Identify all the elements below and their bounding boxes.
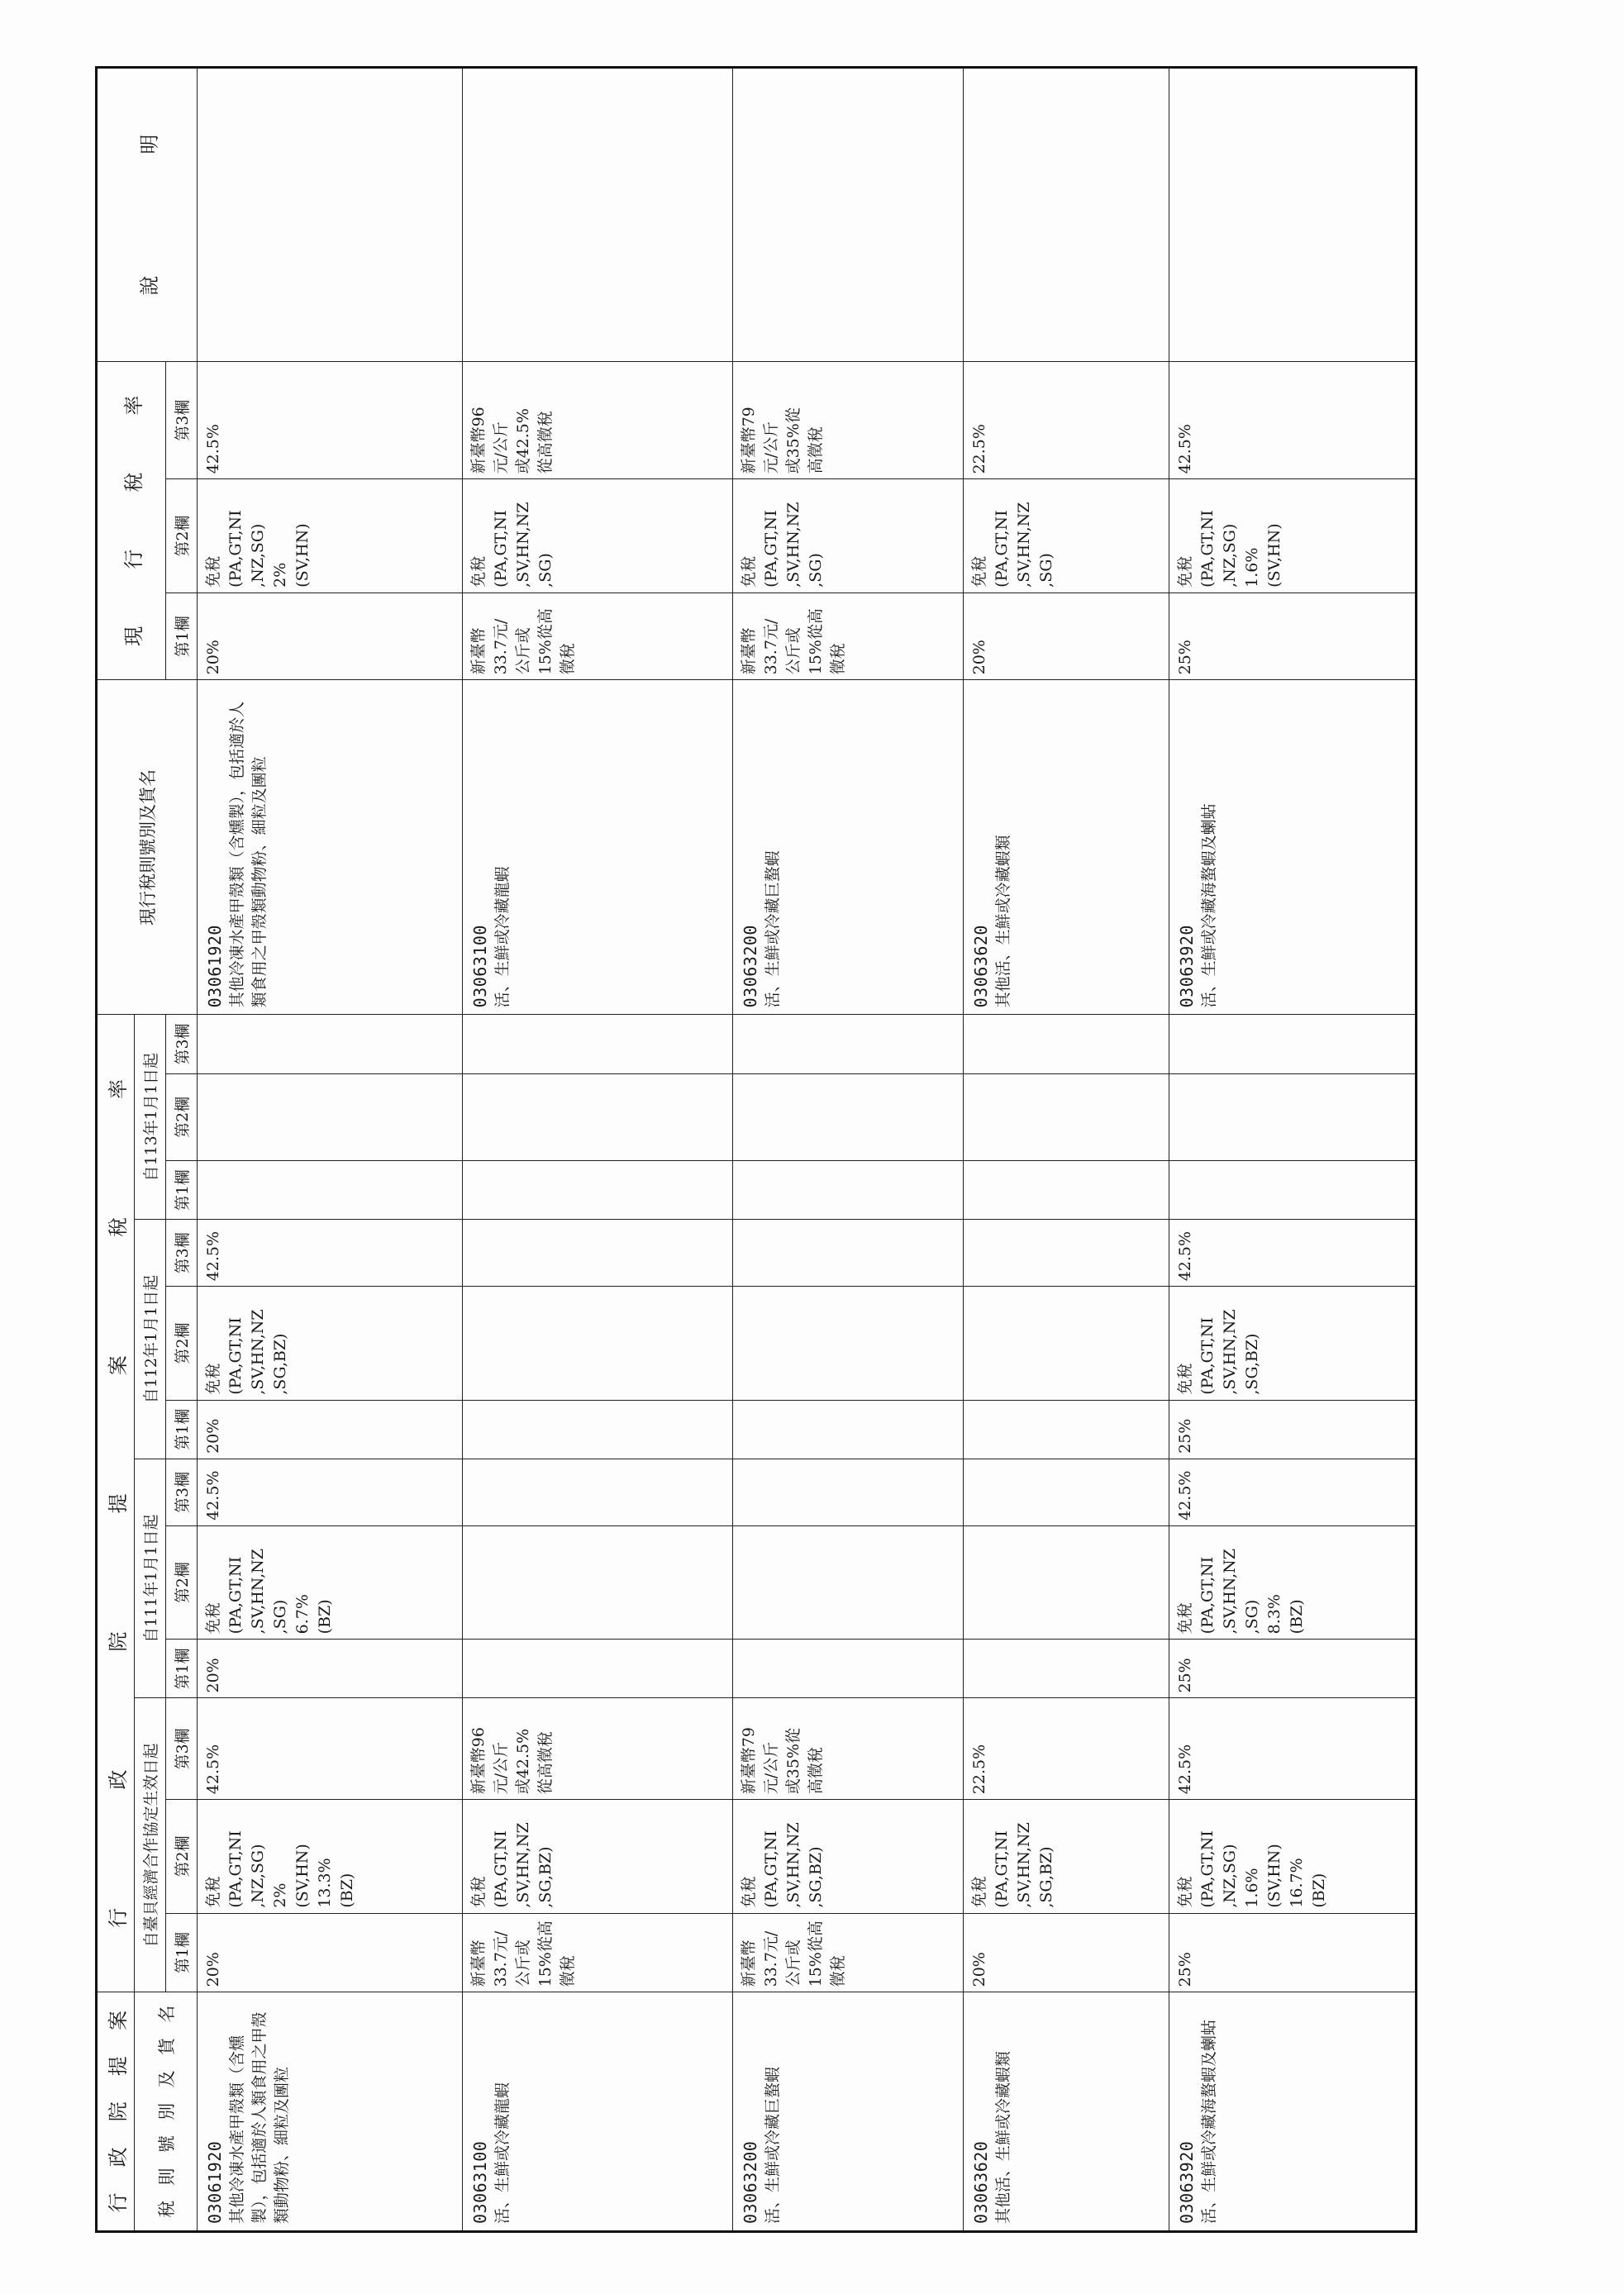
header-char: 行	[106, 2192, 130, 2213]
proposal-item-cell	[964, 1992, 1169, 2232]
rate-cell-p3-col1	[198, 1161, 463, 1220]
proposal-item-header-top	[97, 1992, 135, 2232]
proposal-item-cell	[463, 1992, 733, 2232]
current-goods-description: 活、生鮮或冷藏龍蝦	[493, 866, 512, 1008]
rate-cell-p0-col1	[732, 1913, 963, 1992]
rate-cell-p1-col1	[463, 1640, 733, 1698]
rate-cell-p3-col3-text	[463, 1015, 473, 1073]
rate-cell-p2-col2-text	[463, 1287, 473, 1399]
current-rate-col1-text: 25%	[1175, 640, 1194, 675]
header-char: 院	[106, 2101, 130, 2122]
goods-description: 活、生鮮或冷藏巨螯蝦	[763, 2066, 782, 2224]
current-rate-col2	[1169, 479, 1416, 593]
rate-cell-p2-col1	[732, 1400, 963, 1459]
rate-cell-p2-col2	[732, 1287, 963, 1400]
rate-cell-p1-col3-text	[964, 1459, 974, 1525]
col-header: 第2欄	[166, 1073, 198, 1161]
current-rate-col1	[198, 593, 463, 680]
header-char: 名	[156, 2005, 177, 2023]
proposal-item	[733, 1992, 791, 2230]
table-row	[198, 68, 463, 2232]
rate-cell-p0-col1	[198, 1913, 463, 1992]
rate-cell-p0-col2	[198, 1800, 463, 1913]
current-rate-col3	[463, 362, 733, 479]
rate-cell-p3-col1-text	[733, 1161, 743, 1219]
rate-cell-p2-col2	[463, 1287, 733, 1400]
current-rate-col3-text: 新臺幣79 元/公斤 或35%從 高徵稅	[739, 407, 825, 474]
current-rate-col2	[463, 479, 733, 593]
goods-description: 其他冷凍水產甲殼類（含燻製），包括適於人類食用之甲殼類動物粉、細粒及團粒	[228, 2011, 291, 2224]
current-tariff-code: 03063200	[740, 925, 760, 1008]
rate-cell-p3-col1	[1169, 1161, 1416, 1220]
rate-cell-p2-col1-text	[733, 1401, 743, 1459]
rate-cell-p3-col3	[463, 1015, 733, 1073]
rate-cell-p1-col2	[463, 1525, 733, 1639]
col-header: 第1欄	[166, 593, 198, 680]
rate-cell-p3-col1-text	[964, 1161, 974, 1219]
col-header: 第2欄	[166, 479, 198, 593]
note-cell	[198, 68, 463, 362]
rate-cell-p1-col2-text	[964, 1526, 974, 1639]
table-row	[964, 68, 1169, 2232]
tariff-code: 03063200	[740, 2140, 760, 2224]
rate-cell-p3-col2	[198, 1073, 463, 1161]
rate-cell-p1-col3	[1169, 1459, 1416, 1525]
current-rate-col1	[463, 593, 733, 680]
current-rate-col2	[964, 479, 1169, 593]
col-header: 第3欄	[166, 1015, 198, 1073]
current-item-cell	[964, 680, 1169, 1015]
goods-description: 活、生鮮或冷藏龍蝦	[493, 2082, 512, 2224]
rate-cell-p0-col1	[1169, 1913, 1416, 1992]
header-char: 案	[106, 1355, 130, 1376]
rate-cell-p0-col1-text: 新臺幣 33.7元/ 公斤或 15%從高 徵稅	[739, 1920, 847, 1987]
note-cell	[463, 68, 733, 362]
rate-cell-p1-col2-text: 免稅 (PA,GT,NI ,SV,HN,NZ ,SG) 6.7% (BZ)	[204, 1548, 334, 1635]
rate-cell-p2-col2	[964, 1287, 1169, 1400]
rate-cell-p1-col1-text: 25%	[1175, 1658, 1194, 1693]
rate-cell-p1-col2	[964, 1525, 1169, 1639]
current-rate-col2-text: 免稅 (PA,GT,NI ,SV,HN,NZ ,SG)	[970, 502, 1056, 588]
current-rate-col2	[732, 479, 963, 593]
rate-cell-p3-col1-text	[463, 1161, 473, 1219]
header-row-1	[97, 68, 135, 2232]
rate-cell-p3-col2-text	[964, 1074, 974, 1161]
header-row-3	[166, 68, 198, 2232]
rate-cell-p2-col2-text: 免稅 (PA,GT,NI ,SV,HN,NZ ,SG,BZ)	[1175, 1309, 1261, 1395]
tariff-table	[95, 66, 1417, 2233]
rate-cell-p1-col2	[198, 1525, 463, 1639]
rate-cell-p0-col2-text: 免稅 (PA,GT,NI ,SV,HN,NZ ,SG,BZ)	[739, 1822, 825, 1908]
rate-cell-p0-col1-text: 25%	[1175, 1952, 1194, 1987]
rate-cell-p0-col1-text: 20%	[970, 1952, 989, 1987]
rate-cell-p1-col1	[1169, 1640, 1416, 1698]
header-char: 別	[156, 2102, 177, 2120]
rate-cell-p1-col1	[198, 1640, 463, 1698]
proposal-item-cell	[198, 1992, 463, 2232]
header-char: 稅	[156, 2200, 177, 2218]
proposal-item-header-bottom	[135, 1992, 198, 2232]
rate-cell-p2-col3-text: 42.5%	[204, 1230, 222, 1282]
rate-cell-p3-col3-text	[964, 1015, 974, 1073]
rate-cell-p1-col1-text: 20%	[204, 1658, 222, 1693]
rate-cell-p2-col3	[732, 1220, 963, 1287]
tariff-code: 03063920	[1176, 2140, 1197, 2224]
rate-cell-p1-col1-text	[463, 1640, 473, 1697]
header-char: 現	[121, 626, 145, 646]
header-char: 行	[106, 1907, 130, 1928]
rate-cell-p3-col2	[732, 1073, 963, 1161]
proposal-item	[463, 1992, 521, 2230]
current-rate-col3-text: 新臺幣96 元/公斤 或42.5% 從高徵稅	[469, 407, 555, 474]
current-rate-col3	[964, 362, 1169, 479]
rate-cell-p1-col1-text	[964, 1640, 974, 1697]
col-header: 第2欄	[166, 1287, 198, 1400]
current-rate-header	[97, 362, 166, 680]
current-item-header-text: 現行稅則號別及貨名	[138, 769, 158, 926]
rate-cell-p1-col1	[964, 1640, 1169, 1698]
rate-cell-p0-col3-text: 22.5%	[970, 1744, 989, 1795]
rate-cell-p3-col2-text	[733, 1074, 743, 1161]
rate-cell-p0-col3	[964, 1698, 1169, 1800]
header-char: 行	[121, 549, 145, 569]
rate-cell-p1-col3	[732, 1459, 963, 1525]
col-header: 第2欄	[166, 1525, 198, 1639]
rate-cell-p1-col3	[198, 1459, 463, 1525]
current-tariff-code: 03063620	[971, 925, 992, 1008]
note-header	[97, 68, 198, 362]
rate-cell-p0-col3	[732, 1698, 963, 1800]
header-char: 則	[156, 2168, 177, 2186]
rate-cell-p1-col3-text	[733, 1459, 743, 1525]
current-rate-col1-text: 20%	[204, 640, 222, 675]
rate-cell-p2-col1-text	[964, 1401, 974, 1459]
current-item-header	[97, 680, 198, 1015]
rate-cell-p1-col2	[1169, 1525, 1416, 1639]
rate-cell-p3-col1	[964, 1161, 1169, 1220]
current-rate-col2-text: 免稅 (PA,GT,NI ,SV,HN,NZ ,SG)	[469, 502, 555, 588]
current-item-cell	[732, 680, 963, 1015]
rate-cell-p2-col2	[198, 1287, 463, 1400]
current-item	[463, 680, 521, 1014]
goods-description: 其他活、生鮮或冷藏蝦類	[994, 2050, 1013, 2224]
note-cell	[732, 68, 963, 362]
col-header: 第1欄	[166, 1400, 198, 1459]
rate-cell-p2-col1	[1169, 1400, 1416, 1459]
rate-cell-p0-col3-text: 新臺幣79 元/公斤 或35%從 高徵稅	[739, 1727, 825, 1795]
header-char: 率	[121, 395, 145, 416]
rate-cell-p0-col3	[1169, 1698, 1416, 1800]
current-tariff-code: 03063920	[1176, 925, 1197, 1008]
col-header: 第1欄	[166, 1913, 198, 1992]
rate-cell-p3-col2	[463, 1073, 733, 1161]
rate-cell-p1-col2-text: 免稅 (PA,GT,NI ,SV,HN,NZ ,SG) 8.3% (BZ)	[1175, 1548, 1306, 1635]
table-row	[732, 68, 963, 2232]
rate-cell-p2-col1-text: 20%	[204, 1418, 222, 1454]
header-char: 政	[106, 1769, 130, 1790]
rate-cell-p2-col1	[198, 1400, 463, 1459]
rate-cell-p2-col3	[964, 1220, 1169, 1287]
header-char: 院	[106, 1631, 130, 1652]
tariff-code: 03063100	[470, 2140, 491, 2224]
rate-cell-p2-col1	[964, 1400, 1169, 1459]
rate-cell-p0-col1	[463, 1913, 733, 1992]
current-goods-description: 活、生鮮或冷藏巨螯蝦	[763, 850, 782, 1008]
rate-cell-p2-col3	[463, 1220, 733, 1287]
current-item	[198, 680, 278, 1014]
col-header: 第1欄	[166, 1161, 198, 1220]
rate-cell-p0-col2-text: 免稅 (PA,GT,NI ,NZ,SG) 1.6% (SV,HN) 16.7% (BZ)	[1175, 1830, 1328, 1908]
rate-cell-p3-col1	[732, 1161, 963, 1220]
rate-cell-p2-col3	[198, 1220, 463, 1287]
header-char: 率	[106, 1078, 130, 1099]
current-rate-col1	[732, 593, 963, 680]
current-rate-col2	[198, 479, 463, 593]
current-rate-col1	[1169, 593, 1416, 680]
header-char: 政	[106, 2147, 130, 2168]
proposal-item	[198, 1992, 300, 2230]
current-item	[733, 680, 791, 1014]
current-item-cell	[1169, 680, 1416, 1015]
current-rate-col3-text: 42.5%	[204, 424, 222, 474]
current-rate-col3-text: 42.5%	[1175, 424, 1194, 474]
tariff-table-sheet	[95, 66, 1417, 2233]
col-header: 第3欄	[166, 1220, 198, 1287]
rate-cell-p3-col3	[1169, 1015, 1416, 1073]
rate-cell-p0-col2-text: 免稅 (PA,GT,NI ,SV,HN,NZ ,SG,BZ)	[469, 1822, 555, 1908]
col-header: 第3欄	[166, 362, 198, 479]
rate-cell-p2-col1-text: 25%	[1175, 1418, 1194, 1454]
rate-cell-p0-col3-text: 42.5%	[1175, 1744, 1194, 1795]
current-rate-col1-text: 新臺幣 33.7元/ 公斤或 15%從高 徵稅	[739, 608, 847, 675]
header-char: 提	[106, 2056, 130, 2077]
rate-cell-p1-col1	[732, 1640, 963, 1698]
rate-cell-p1-col3-text	[463, 1459, 473, 1525]
header-char: 說	[137, 275, 161, 296]
current-rate-col2-text: 免稅 (PA,GT,NI ,NZ,SG) 1.6% (SV,HN)	[1175, 510, 1283, 588]
current-rate-col3-text: 22.5%	[970, 424, 989, 474]
rate-cell-p1-col3	[463, 1459, 733, 1525]
rate-cell-p3-col3	[964, 1015, 1169, 1073]
header-char: 稅	[106, 1217, 130, 1238]
rate-cell-p1-col2-text	[733, 1526, 743, 1639]
header-char: 明	[137, 134, 161, 155]
rate-cell-p3-col2	[964, 1073, 1169, 1161]
proposal-rate-header	[97, 1015, 135, 1992]
header-char: 貨	[156, 2037, 177, 2055]
current-item-cell	[463, 680, 733, 1015]
rate-cell-p3-col3	[732, 1015, 963, 1073]
rate-cell-p2-col2-text: 免稅 (PA,GT,NI ,SV,HN,NZ ,SG,BZ)	[204, 1309, 289, 1395]
period-header-3: 自113年1月1日起	[135, 1015, 166, 1220]
rate-cell-p2-col2-text	[733, 1287, 743, 1399]
current-rate-col1-text: 新臺幣 33.7元/ 公斤或 15%從高 徵稅	[469, 608, 578, 675]
note-cell	[1169, 68, 1416, 362]
col-header: 第2欄	[166, 1800, 198, 1913]
rate-cell-p0-col3	[198, 1698, 463, 1800]
header-char: 提	[106, 1493, 130, 1514]
rate-cell-p2-col1	[463, 1400, 733, 1459]
rate-cell-p3-col3-text	[198, 1015, 207, 1073]
rate-cell-p0-col2	[964, 1800, 1169, 1913]
period-header-1: 自111年1月1日起	[135, 1459, 166, 1698]
rate-cell-p0-col1-text: 新臺幣 33.7元/ 公斤或 15%從高 徵稅	[469, 1920, 578, 1987]
header-char: 號	[156, 2135, 177, 2154]
current-rate-col2-text: 免稅 (PA,GT,NI ,SV,HN,NZ ,SG)	[739, 502, 825, 588]
rate-cell-p0-col2	[732, 1800, 963, 1913]
rate-cell-p3-col1-text	[1169, 1161, 1179, 1219]
rate-cell-p0-col3-text: 42.5%	[204, 1744, 222, 1795]
rate-cell-p3-col2-text	[198, 1074, 207, 1161]
current-tariff-code: 03063100	[470, 925, 491, 1008]
current-item	[964, 680, 1022, 1014]
rate-cell-p0-col1-text: 20%	[204, 1952, 222, 1987]
rate-cell-p0-col3-text: 新臺幣96 元/公斤 或42.5% 從高徵稅	[469, 1727, 555, 1795]
col-header: 第1欄	[166, 1640, 198, 1698]
rate-cell-p2-col3-text	[463, 1220, 473, 1286]
proposal-item-cell	[732, 1992, 963, 2232]
current-goods-description: 其他冷凍水產甲殼類（含燻製），包括適於人類食用之甲殼類動物粉、細粒及團粒	[228, 701, 269, 1008]
current-rate-col3	[1169, 362, 1416, 479]
header-char: 稅	[121, 472, 145, 493]
rate-cell-p3-col3-text	[1169, 1015, 1179, 1073]
tariff-table-body	[198, 68, 1417, 2232]
rate-cell-p2-col1-text	[463, 1401, 473, 1459]
proposal-item-cell	[1169, 1992, 1416, 2232]
rate-cell-p1-col3-text: 42.5%	[1175, 1470, 1194, 1521]
rate-cell-p2-col2	[1169, 1287, 1416, 1400]
rate-cell-p3-col1	[463, 1161, 733, 1220]
col-header: 第3欄	[166, 1698, 198, 1800]
current-tariff-code: 03061920	[205, 925, 225, 1008]
current-rate-col2-text: 免稅 (PA,GT,NI ,NZ,SG) 2% (SV,HN)	[204, 510, 312, 588]
header-char: 案	[106, 2010, 130, 2030]
current-item	[1169, 680, 1227, 1014]
header-char: 及	[156, 2070, 177, 2088]
col-header: 第3欄	[166, 1459, 198, 1525]
current-goods-description: 其他活、生鮮或冷藏蝦類	[994, 835, 1013, 1008]
tariff-code: 03063620	[971, 2140, 992, 2224]
rate-cell-p2-col3-text: 42.5%	[1175, 1230, 1194, 1282]
rate-cell-p3-col2	[1169, 1073, 1416, 1161]
goods-description: 活、生鮮或冷藏海螯蝦及蝲蛄	[1199, 2019, 1218, 2224]
period-header-2: 自112年1月1日起	[135, 1220, 166, 1459]
rate-cell-p2-col3-text	[964, 1220, 974, 1286]
rate-cell-p0-col2-text: 免稅 (PA,GT,NI ,SV,HN,NZ ,SG,BZ)	[970, 1822, 1056, 1908]
period-header-0: 自臺貝經濟合作協定生效日起	[135, 1698, 166, 1992]
rate-cell-p1-col1-text	[733, 1640, 743, 1697]
rate-cell-p1-col3	[964, 1459, 1169, 1525]
proposal-item	[1169, 1992, 1227, 2230]
current-goods-description: 活、生鮮或冷藏海螯蝦及蝲蛄	[1199, 803, 1218, 1008]
table-row	[463, 68, 733, 2232]
rate-cell-p0-col2	[1169, 1800, 1416, 1913]
rate-cell-p0-col2-text: 免稅 (PA,GT,NI ,NZ,SG) 2% (SV,HN) 13.3% (BZ)	[204, 1830, 356, 1908]
current-rate-col3	[198, 362, 463, 479]
table-row	[1169, 68, 1416, 2232]
current-rate-col3	[732, 362, 963, 479]
rate-cell-p2-col3-text	[733, 1220, 743, 1286]
rate-cell-p3-col2-text	[463, 1074, 473, 1161]
current-rate-col1-text: 20%	[970, 640, 989, 675]
current-rate-col1	[964, 593, 1169, 680]
rate-cell-p2-col2-text	[964, 1287, 974, 1399]
rate-cell-p1-col2-text	[463, 1526, 473, 1639]
rate-cell-p3-col3-text	[733, 1015, 743, 1073]
rate-cell-p1-col3-text: 42.5%	[204, 1470, 222, 1521]
rate-cell-p2-col3	[1169, 1220, 1416, 1287]
rate-cell-p0-col2	[463, 1800, 733, 1913]
tariff-code: 03061920	[205, 2140, 225, 2224]
rate-cell-p3-col3	[198, 1015, 463, 1073]
note-cell	[964, 68, 1169, 362]
rate-cell-p0-col3	[463, 1698, 733, 1800]
rate-cell-p1-col2	[732, 1525, 963, 1639]
rate-cell-p0-col1	[964, 1913, 1169, 1992]
proposal-item	[964, 1992, 1022, 2230]
rate-cell-p3-col1-text	[198, 1161, 207, 1219]
current-item-cell	[198, 680, 463, 1015]
rate-cell-p3-col2-text	[1169, 1074, 1179, 1161]
